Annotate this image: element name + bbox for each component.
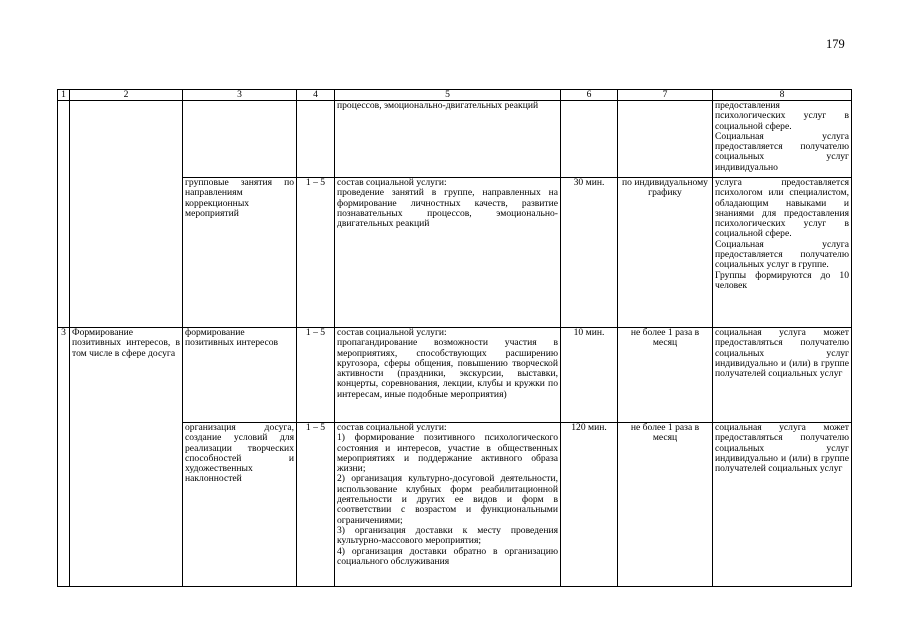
section-number-cell: 3 xyxy=(58,328,70,587)
section-name-cell xyxy=(70,101,183,328)
col-header-7: 7 xyxy=(618,90,713,101)
page-number: 179 xyxy=(826,37,845,51)
col-header-1: 1 xyxy=(58,90,70,101)
conditions-cell: услуга предоставляется психологом или специалистом, обладающим навыками и знаниями для предоставления психологических услуг в социальной сфере. Социальная услуга предоставляется получателю социальных услуг в группе. Группы формируются до 10 человек xyxy=(713,178,852,328)
frequency-cell: по индивидуальному графику xyxy=(618,178,713,328)
service-name-cell: групповые занятия по направлениям коррекционных мероприятий xyxy=(183,178,297,328)
frequency-cell: не более 1 раза в месяц xyxy=(618,423,713,587)
term-cell: 1 – 5 xyxy=(297,423,335,587)
conditions-cell: социальная услуга может предоставляться получателю социальных услуг индивидуально и (или) в группе получателей социальных услуг xyxy=(713,423,852,587)
content-cell: состав социальной услуги: пропагандирование возможности участия в мероприятиях, способствующих расширению кругозора, сферы общения, повышению творческой активности (праздники, экскурсии, выставки, концерты, соревнования, лекции, клубы и кружки по интересам, иные подобные мероприятия) xyxy=(335,328,561,423)
table-row xyxy=(58,328,852,423)
col-header-4: 4 xyxy=(297,90,335,101)
duration-cell xyxy=(561,101,618,178)
header-row xyxy=(58,90,852,101)
conditions-cell: предоставления психологических услуг в социальной сфере. Социальная услуга предоставляется получателю социальных услуг индивидуально xyxy=(713,101,852,178)
service-name-cell xyxy=(183,101,297,178)
col-header-3: 3 xyxy=(183,90,297,101)
frequency-cell: не более 1 раза в месяц xyxy=(618,328,713,423)
col-header-5: 5 xyxy=(335,90,561,101)
service-name-cell: формирование позитивных интересов xyxy=(183,328,297,423)
conditions-cell: социальная услуга может предоставляться получателю социальных услуг индивидуально и (или) в группе получателей социальных услуг xyxy=(713,328,852,423)
duration-cell: 10 мин. xyxy=(561,328,618,423)
term-cell: 1 – 5 xyxy=(297,328,335,423)
term-cell: 1 – 5 xyxy=(297,178,335,328)
content-cell: процессов, эмоционально-двигательных реакций xyxy=(335,101,561,178)
service-name-cell: организация досуга, создание условий для реализации творческих способностей и художественных наклонностей xyxy=(183,423,297,587)
duration-cell: 30 мин. xyxy=(561,178,618,328)
col-header-6: 6 xyxy=(561,90,618,101)
col-header-2: 2 xyxy=(70,90,183,101)
frequency-cell xyxy=(618,101,713,178)
col-header-8: 8 xyxy=(713,90,852,101)
section-number-cell xyxy=(58,101,70,328)
term-cell xyxy=(297,101,335,178)
content-cell: состав социальной услуги: 1) формирование позитивного психологического состояния и интересов, участие в общественных мероприятиях и поддержание активного образа жизни; 2) организация культурно-досуговой деятельности, использование клубных форм реабилитационной деятельности и других ее видов и форм в соответствии с возрастом и функциональными ограничениями; 3) организация доставки к месту проведения культурно-массового мероприятия; 4) организация доставки обратно в организацию социального обслуживания xyxy=(335,423,561,587)
services-table xyxy=(57,89,852,587)
table-row xyxy=(58,101,852,178)
content-cell: состав социальной услуги: проведение занятий в группе, направленных на формирование личностных качеств, развитие познавательных процессов, эмоционально-двигательных реакций xyxy=(335,178,561,328)
section-name-cell: Формирование позитивных интересов, в том числе в сфере досуга xyxy=(70,328,183,587)
duration-cell: 120 мин. xyxy=(561,423,618,587)
